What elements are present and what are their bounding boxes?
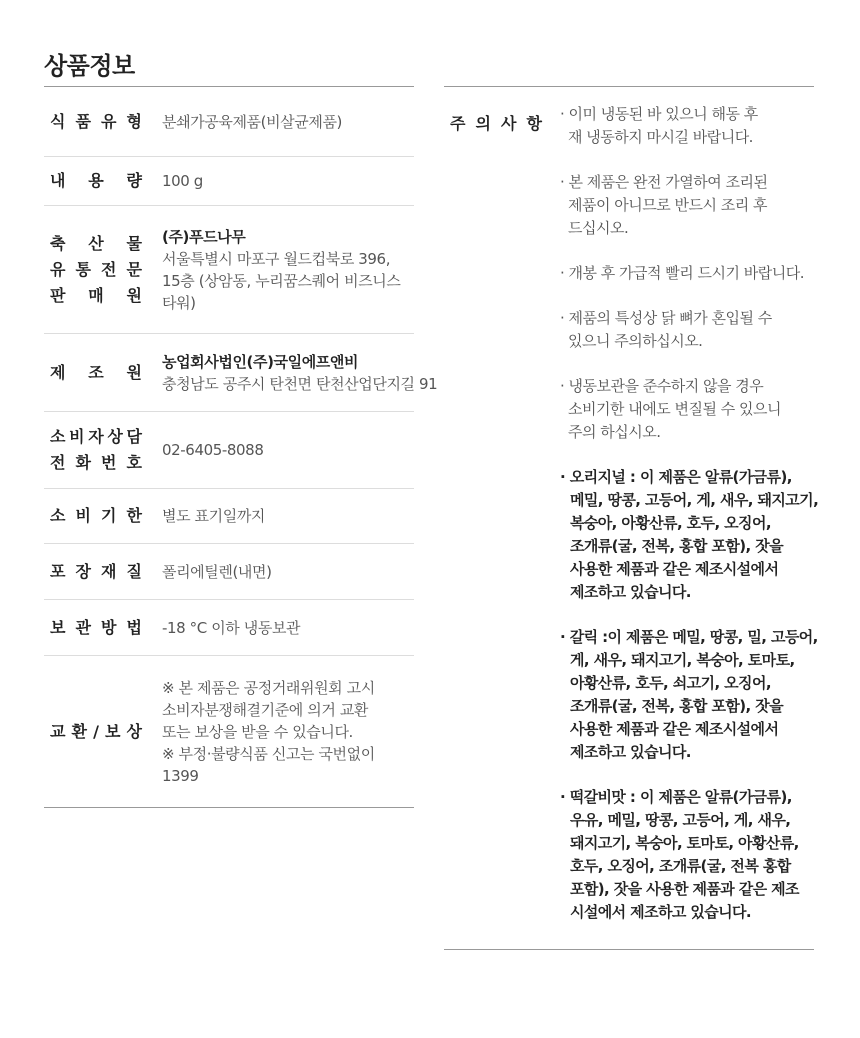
label-line: 유 통 전 문 — [50, 259, 142, 279]
notice-line: 시설에서 제조하고 있습니다. — [570, 903, 752, 921]
notice-item — [560, 103, 822, 149]
label-line: 판 매 원 — [50, 285, 142, 305]
value-line: 폴리에틸렌(내면) — [162, 562, 272, 581]
notice-item — [560, 262, 822, 285]
notice-line: 드십시오. — [568, 219, 629, 237]
row-value — [162, 351, 437, 395]
notice-line: · 냉동보관을 준수하지 않을 경우 — [560, 375, 822, 398]
notice-line: 있으니 주의하십시오. — [568, 332, 703, 350]
value-line: 소비자분쟁해결기준에 의거 교환 — [162, 700, 368, 719]
info-row-consumer-phone — [44, 412, 414, 489]
info-row-volume — [44, 157, 414, 206]
label-line: 내 용 량 — [50, 171, 142, 190]
page-title: 상품정보 — [44, 52, 135, 80]
label-line: 식 품 유 형 — [50, 111, 142, 131]
notice-line: 사용한 제품과 같은 제조시설에서 — [570, 560, 779, 578]
notice-line: 제품이 아니므로 반드시 조리 후 — [568, 196, 767, 214]
notice-line: 돼지고기, 복숭아, 토마토, 아황산류, — [570, 834, 799, 852]
info-row-distributor — [44, 206, 414, 334]
info-row-storage — [44, 600, 414, 656]
row-value — [162, 561, 272, 583]
label-line: 교 환 / 보 상 — [50, 721, 142, 741]
row-label — [50, 424, 142, 476]
notice-line: 사용한 제품과 같은 제조시설에서 — [570, 720, 779, 738]
notice-line: 제조하고 있습니다. — [570, 583, 691, 601]
product-info-table — [44, 86, 438, 808]
row-label — [50, 360, 142, 386]
notice-line: · 떡갈비맛 : 이 제품은 알류(가금류), — [560, 786, 822, 809]
notice-line: 게, 새우, 돼지고기, 복숭아, 토마토, — [570, 651, 795, 669]
notice-line: 포함), 잣을 사용한 제품과 같은 제조 — [570, 880, 799, 898]
notice-item — [560, 171, 822, 240]
value-line: 15층 (상암동, 누리꿈스퀘어 비즈니스 — [162, 271, 401, 290]
notice-line: 우유, 메밀, 땅콩, 고등어, 게, 새우, — [570, 811, 791, 829]
notice-line: 주의 하십시오. — [568, 423, 661, 441]
row-value — [162, 111, 342, 133]
value-line: ※ 본 제품은 공정거래위원회 고시 — [162, 678, 375, 697]
row-value — [162, 226, 400, 314]
notice-item — [560, 375, 822, 444]
notice-line: · 오리지널 : 이 제품은 알류(가금류), — [560, 466, 822, 489]
row-value — [162, 505, 265, 527]
row-value — [162, 170, 203, 192]
label-line: 포 장 재 질 — [50, 561, 142, 581]
notice-line: · 본 제품은 완전 가열하여 조리된 — [560, 171, 822, 194]
notice-line: 재 냉동하지 마시길 바랍니다. — [568, 128, 753, 146]
row-label — [50, 231, 142, 309]
distributor-name: (주)푸드나무 — [162, 227, 246, 246]
notice-item — [560, 466, 822, 604]
value-line: 분쇄가공육제품(비살균제품) — [162, 112, 342, 131]
value-line: 타워) — [162, 293, 196, 312]
row-label — [50, 503, 142, 529]
phone-number: 02-6405-8088 — [162, 441, 264, 459]
row-label — [50, 559, 142, 585]
notice-line: 호두, 오징어, 조개류(굴, 전복 홍합 — [570, 857, 791, 875]
notice-item — [560, 626, 822, 764]
info-row-exchange — [44, 656, 414, 808]
notice-line: 조개류(굴, 전복, 홍합 포함), 잣을 — [570, 697, 783, 715]
notice-line: 아황산류, 호두, 쇠고기, 오징어, — [570, 674, 771, 692]
notice-line: 소비기한 내에도 변질될 수 있으니 — [568, 400, 781, 418]
notice-line: 복숭아, 아황산류, 호두, 오징어, — [570, 514, 771, 532]
label-line: 소 비 자 상 담 — [50, 427, 142, 446]
notice-line: · 개봉 후 가급적 빨리 드시기 바랍니다. — [560, 262, 822, 285]
notice-list — [560, 103, 822, 946]
notice-line: · 제품의 특성상 닭 뼈가 혼입될 수 — [560, 307, 822, 330]
value-line: 충청남도 공주시 탄천면 탄천산업단지길 91 — [162, 374, 438, 393]
value-line: 서울특별시 마포구 월드컵북로 396, — [162, 249, 391, 268]
info-row-packaging — [44, 544, 414, 600]
info-row-expiry — [44, 489, 414, 544]
label-line: 제 조 원 — [50, 362, 142, 382]
manufacturer-name: 농업회사법인(주)국일에프앤비 — [162, 352, 359, 371]
notice-label: 주 의 사 항 — [450, 114, 542, 133]
notice-panel — [444, 86, 819, 950]
row-value — [162, 617, 300, 639]
row-label — [50, 168, 142, 194]
notice-item — [560, 786, 822, 924]
notice-item — [560, 307, 822, 353]
notice-line: 메밀, 땅콩, 고등어, 게, 새우, 돼지고기, — [570, 491, 819, 509]
notice-line: · 이미 냉동된 바 있으니 해동 후 — [560, 103, 822, 126]
info-row-manufacturer — [44, 334, 438, 412]
row-label — [50, 719, 142, 745]
label-line: 보 관 방 법 — [50, 617, 142, 637]
notice-line: 제조하고 있습니다. — [570, 743, 691, 761]
value-line: ※ 부정·불량식품 신고는 국번없이 — [162, 744, 375, 763]
notice-line: · 갈릭 :이 제품은 메밀, 땅콩, 밀, 고등어, — [560, 626, 822, 649]
notice-line: 조개류(굴, 전복, 홍합 포함), 잣을 — [570, 537, 783, 555]
value-line: 또는 보상을 받을 수 있습니다. — [162, 722, 353, 741]
value-line: 100 g — [162, 172, 203, 190]
value-line: 1399 — [162, 766, 199, 785]
row-label — [50, 615, 142, 641]
row-label — [50, 109, 142, 135]
label-line: 전 화 번 호 — [50, 453, 142, 472]
row-value — [162, 677, 375, 787]
info-row-food-type — [44, 87, 414, 157]
label-line: 소 비 기 한 — [50, 506, 142, 525]
value-line: 별도 표기일까지 — [162, 507, 265, 525]
label-line: 축 산 물 — [50, 233, 142, 253]
value-line: -18 °C 이하 냉동보관 — [162, 618, 301, 637]
row-value — [162, 439, 263, 461]
